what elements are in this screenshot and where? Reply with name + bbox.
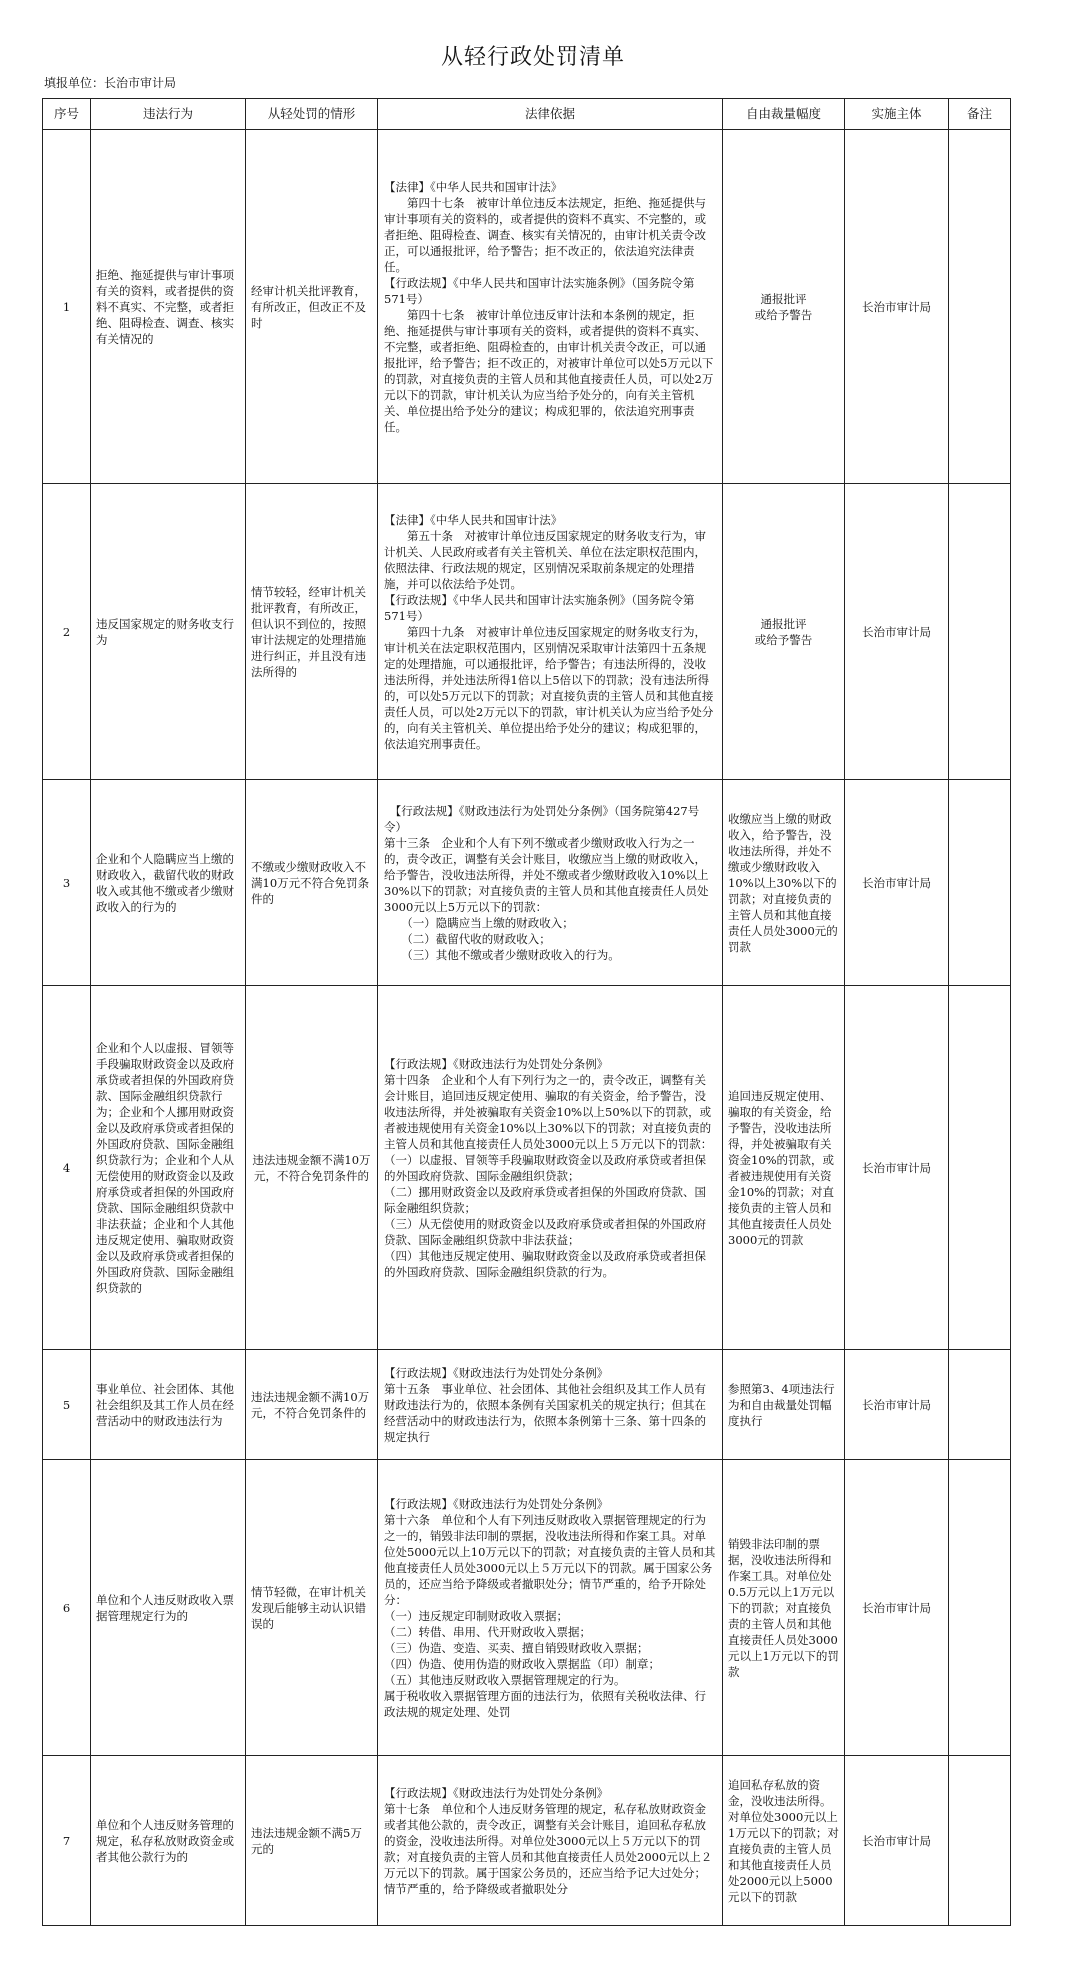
row-act: 单位和个人违反财务管理的规定，私存私放财政资金或者其他公款行为的 (91, 1756, 246, 1926)
table-row (43, 130, 1011, 484)
row-no: 6 (43, 1460, 91, 1756)
penalty-table (42, 98, 1011, 1926)
table-row (43, 1460, 1011, 1756)
row-no: 4 (43, 986, 91, 1350)
row-range: 参照第3、4项违法行为和自由裁量处罚幅度执行 (723, 1350, 845, 1460)
header-subject: 实施主体 (845, 99, 949, 130)
row-act: 事业单位、社会团体、其他社会组织及其工作人员在经营活动中的财政违法行为 (91, 1350, 246, 1460)
row-range: 追回私存私放的资金，没收违法所得。对单位处3000元以上1万元以下的罚款；对直接负责的主管人员和其他直接责任人员处2000元以上5000元以下的罚款 (723, 1756, 845, 1926)
row-subject: 长治市审计局 (845, 1756, 949, 1926)
row-act: 违反国家规定的财务收支行为 (91, 484, 246, 780)
header-act: 违法行为 (91, 99, 246, 130)
row-subject: 长治市审计局 (845, 130, 949, 484)
document-title: 从轻行政处罚清单 (440, 45, 625, 70)
row-basis: 【法律】《中华人民共和国审计法》 第五十条 对被审计单位违反国家规定的财务收支行为，审计机关、人民政府或者有关主管机关、单位在法定职权范围内，依照法律、行政法规的规定，区别情况采取前条规定的处理措施，并可以依法给予处罚。 【行政法规】《中华人民共和国审计法实施条例》（国务院令第571号） 第四十九条 对被审计单位违反国家规定的财务收支行为，审计机关在法定职权范围内，区别情况采取审计法第四十五条规定的处理措施，可以通报批评，给予警告；有违法所得的，没收违法所得，并处违法所得1倍以上5倍以下的罚款；没有违法所得的，可以处5万元以下的罚款；对直接负责的主管人员和其他直接责任人员，可以处2万元以下的罚款，审计机关认为应当给予处分的，向有关主管机关、单位提出给予处分的建议；构成犯罪的，依法追究刑事责任。 (378, 484, 723, 780)
row-range: 追回违反规定使用、骗取的有关资金，给予警告，没收违法所得，并处被骗取有关资金10%的罚款，或者被违规使用有关资金10%的罚款；对直接负责的主管人员和其他直接责任人员处3000元的罚款 (723, 986, 845, 1350)
row-note (949, 780, 1011, 986)
row-note (949, 1756, 1011, 1926)
row-range: 通报批评 或给予警告 (723, 484, 845, 780)
row-note (949, 130, 1011, 484)
row-act: 单位和个人违反财政收入票据管理规定行为的 (91, 1460, 246, 1756)
row-basis: 【行政法规】《财政违法行为处罚处分条例》 第十七条 单位和个人违反财务管理的规定，私存私放财政资金或者其他公款的，责令改正，调整有关会计账目，追回私存私放的资金，没收违法所得。对单位处3000元以上５万元以下的罚款；对直接负责的主管人员和其他直接责任人员处2000元以上２万元以下的罚款。属于国家公务员的，还应当给予记大过处分；情节严重的，给予降级或者撤职处分 (378, 1756, 723, 1926)
row-case: 违法违规金额不满10万元，不符合免罚条件的 (246, 986, 378, 1350)
row-basis: 【行政法规】《财政违法行为处罚处分条例》 第十六条 单位和个人有下列违反财政收入票据管理规定的行为之一的，销毁非法印制的票据，没收违法所得和作案工具。对单位处5000元以上10万元以下的罚款；对直接负责的主管人员和其他直接责任人员处3000元以上５万元以下的罚款。属于国家公务员的，还应当给予降级或者撤职处分；情节严重的，给予开除处分： （一）违反规定印制财政收入票据； （二）转借、串用、代开财政收入票据； （三）伪造、变造、买卖、擅自销毁财政收入票据； （四）伪造、使用伪造的财政收入票据监（印）制章； （五）其他违反财政收入票据管理规定的行为。 属于税收收入票据管理方面的违法行为，依照有关税收法律、行政法规的规定处理、处罚 (378, 1460, 723, 1756)
row-no: 7 (43, 1756, 91, 1926)
row-basis: 【法律】《中华人民共和国审计法》 第四十七条 被审计单位违反本法规定，拒绝、拖延提供与审计事项有关的资料的，或者提供的资料不真实、不完整的，或者拒绝、阻碍检查、调查、核实有关情况的，由审计机关责令改正，可以通报批评，给予警告；拒不改正的，依法追究法律责任。 【行政法规】《中华人民共和国审计法实施条例》（国务院令第571号） 第四十七条 被审计单位违反审计法和本条例的规定，拒绝、拖延提供与审计事项有关的资料，或者提供的资料不真实、不完整，或者拒绝、阻碍检查的，由审计机关责令改正，可以通报批评，给予警告；拒不改正的，对被审计单位可以处5万元以下的罚款，对直接负责的主管人员和其他直接责任人员，可以处2万元以下的罚款，审计机关认为应当给予处分的，向有关主管机关、单位提出给予处分的建议；构成犯罪的，依法追究刑事责任。 (378, 130, 723, 484)
table-row (43, 484, 1011, 780)
row-no: 2 (43, 484, 91, 780)
row-range: 销毁非法印制的票据，没收违法所得和作案工具。对单位处0.5万元以上1万元以下的罚款；对直接负责的主管人员和其他直接责任人员处3000元以上1万元以下的罚款 (723, 1460, 845, 1756)
row-basis: 【行政法规】《财政违法行为处罚处分条例》（国务院第427号令） 第十三条 企业和个人有下列不缴或者少缴财政收入行为之一的，责令改正，调整有关会计账目，收缴应当上缴的财政收入，给予警告，没收违法所得，并处不缴或者少缴财政收入10%以上30%以下的罚款；对直接负责的主管人员和其他直接责任人员处3000元以上5万元以下的罚款： （一）隐瞒应当上缴的财政收入； （二）截留代收的财政收入； （三）其他不缴或者少缴财政收入的行为。 (378, 780, 723, 986)
row-no: 3 (43, 780, 91, 986)
row-subject: 长治市审计局 (845, 1350, 949, 1460)
row-case: 违法违规金额不满5万元的 (246, 1756, 378, 1926)
header-case: 从轻处罚的情形 (246, 99, 378, 130)
row-no: 5 (43, 1350, 91, 1460)
row-subject: 长治市审计局 (845, 484, 949, 780)
row-note (949, 1460, 1011, 1756)
row-case: 违法违规金额不满10万元，不符合免罚条件的 (246, 1350, 378, 1460)
row-case: 情节轻微，在审计机关发现后能够主动认识错误的 (246, 1460, 378, 1756)
row-range: 收缴应当上缴的财政收入，给予警告，没收违法所得，并处不缴或少缴财政收入10%以上30%以下的罚款；对直接负责的主管人员和其他直接责任人员处3000元的罚款 (723, 780, 845, 986)
row-range: 通报批评 或给予警告 (723, 130, 845, 484)
header-row (43, 99, 1011, 130)
row-no: 1 (43, 130, 91, 484)
header-range: 自由裁量幅度 (723, 99, 845, 130)
header-note: 备注 (949, 99, 1011, 130)
table-row (43, 1350, 1011, 1460)
row-basis: 【行政法规】《财政违法行为处罚处分条例》 第十五条 事业单位、社会团体、其他社会组织及其工作人员有财政违法行为的，依照本条例有关国家机关的规定执行；但其在经营活动中的财政违法行为，依照本条例第十三条、第十四条的规定执行 (378, 1350, 723, 1460)
header-basis: 法律依据 (378, 99, 723, 130)
row-act: 企业和个人隐瞒应当上缴的财政收入，截留代收的财政收入或其他不缴或者少缴财政收入的行为的 (91, 780, 246, 986)
row-case: 情节较轻，经审计机关批评教育，有所改正，但认识不到位的，按照审计法规定的处理措施进行纠正，并且没有违法所得的 (246, 484, 378, 780)
row-note (949, 1350, 1011, 1460)
row-act: 拒绝、拖延提供与审计事项有关的资料，或者提供的资料不真实、不完整，或者拒绝、阻碍检查、调查、核实有关情况的 (91, 130, 246, 484)
row-case: 不缴或少缴财政收入不满10万元不符合免罚条件的 (246, 780, 378, 986)
table-row (43, 780, 1011, 986)
row-note (949, 484, 1011, 780)
table-row (43, 1756, 1011, 1926)
row-case: 经审计机关批评教育，有所改正，但改正不及时 (246, 130, 378, 484)
table-row (43, 986, 1011, 1350)
row-basis: 【行政法规】《财政违法行为处罚处分条例》 第十四条 企业和个人有下列行为之一的，责令改正，调整有关会计账目，追回违反规定使用、骗取的有关资金，给予警告，没收违法所得，并处被骗取有关资金10%以上50%以下的罚款，或者被违规使用有关资金10%以上30%以下的罚款；对直接负责的主管人员和其他直接责任人员处3000元以上５万元以下的罚款： （一）以虚报、冒领等手段骗取财政资金以及政府承贷或者担保的外国政府贷款、国际金融组织贷款； （二）挪用财政资金以及政府承贷或者担保的外国政府贷款、国际金融组织贷款； （三）从无偿使用的财政资金以及政府承贷或者担保的外国政府贷款、国际金融组织贷款中非法获益； （四）其他违反规定使用、骗取财政资金以及政府承贷或者担保的外国政府贷款、国际金融组织贷款的行为。 (378, 986, 723, 1350)
reporting-unit: 填报单位：长治市审计局 (44, 76, 177, 90)
row-subject: 长治市审计局 (845, 780, 949, 986)
row-subject: 长治市审计局 (845, 1460, 949, 1756)
header-no: 序号 (43, 99, 91, 130)
row-act: 企业和个人以虚报、冒领等手段骗取财政资金以及政府承贷或者担保的外国政府贷款、国际金融组织贷款行为；企业和个人挪用财政资金以及政府承贷或者担保的外国政府贷款、国际金融组织贷款行为；企业和个人从无偿使用的财政资金以及政府承贷或者担保的外国政府贷款、国际金融组织贷款中非法获益；企业和个人其他违反规定使用、骗取财政资金以及政府承贷或者担保的外国政府贷款、国际金融组织贷款的 (91, 986, 246, 1350)
row-subject: 长治市审计局 (845, 986, 949, 1350)
row-note (949, 986, 1011, 1350)
